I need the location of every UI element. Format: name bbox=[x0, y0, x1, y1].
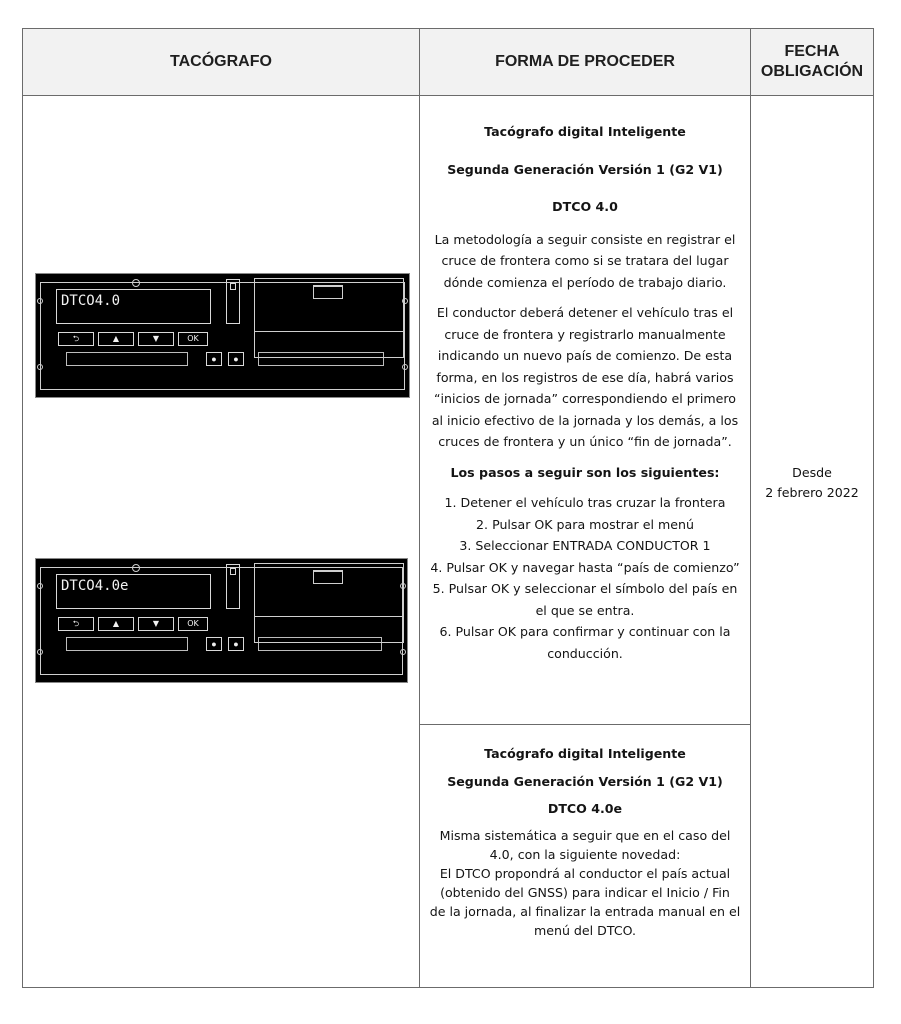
obligation-date bbox=[751, 463, 873, 503]
list-item: conducción. bbox=[547, 645, 623, 661]
procedure-dtco-4-0 bbox=[420, 121, 750, 664]
text-line: La metodología a seguir consiste en registrar el bbox=[434, 231, 736, 247]
driver1-eject-icon[interactable]: ● bbox=[206, 352, 222, 366]
list-item: el que se entra. bbox=[535, 602, 635, 618]
screw-icon bbox=[400, 649, 406, 655]
screw-icon bbox=[400, 583, 406, 589]
drawer-handle-icon bbox=[313, 570, 343, 584]
text-line: “inicios de jornada” correspondiendo el primero bbox=[434, 391, 736, 406]
text-line: dónde comienza el período de trabajo diario. bbox=[443, 274, 727, 290]
driver2-eject-icon[interactable]: ● bbox=[228, 352, 244, 366]
text-line: (obtenido del GNSS) para indicar el Inicio / Fin bbox=[440, 884, 730, 900]
header-obligacion: OBLIGACIÓN bbox=[760, 63, 864, 80]
section-subtitle: Segunda Generación Versión 1 (G2 V1) bbox=[447, 773, 723, 789]
printer-drawer bbox=[254, 563, 404, 643]
list-item: 1. Detener el vehículo tras cruzar la frontera bbox=[444, 495, 726, 510]
paragraph-method bbox=[420, 229, 750, 294]
list-item: 6. Pulsar OK para confirmar y continuar con la bbox=[439, 624, 731, 639]
up-button[interactable]: ▲ bbox=[98, 332, 134, 346]
card-slot bbox=[226, 564, 240, 609]
back-button[interactable]: ⮌ bbox=[58, 332, 94, 346]
text-line: forma, en los registros de ese día, habrá varios bbox=[436, 369, 734, 385]
column-divider bbox=[750, 29, 751, 987]
section-title: Tacógrafo digital Inteligente bbox=[484, 746, 686, 761]
section-title: Tacógrafo digital Inteligente bbox=[484, 124, 686, 139]
text-line: El conductor deberá detener el vehículo tras el bbox=[436, 305, 734, 320]
list-item: 2. Pulsar OK para mostrar el menú bbox=[476, 516, 694, 532]
screw-icon bbox=[402, 298, 408, 304]
paragraph-driver bbox=[420, 302, 750, 453]
row-divider bbox=[420, 724, 750, 725]
text-line: 4.0, con la siguiente novedad: bbox=[489, 846, 681, 862]
device-display: DTCO4.0e bbox=[56, 574, 211, 609]
procedure-table bbox=[22, 28, 874, 988]
screw-icon bbox=[37, 298, 43, 304]
steps-list bbox=[420, 492, 750, 664]
section-model: DTCO 4.0e bbox=[547, 801, 623, 816]
header-fecha-obligacion bbox=[751, 29, 873, 95]
list-item: 4. Pulsar OK y navegar hasta “país de comienzo” bbox=[430, 559, 740, 575]
steps-title: Los pasos a seguir son los siguientes: bbox=[450, 464, 720, 480]
header-forma-de-proceder: FORMA DE PROCEDER bbox=[495, 53, 675, 70]
down-button[interactable]: ▼ bbox=[138, 617, 174, 631]
text-line: Misma sistemática a seguir que en el caso del bbox=[439, 827, 731, 843]
card-slot-bar bbox=[66, 352, 188, 366]
table-header bbox=[23, 29, 873, 96]
text-line: indicando un nuevo país de comienzo. De esta bbox=[437, 348, 733, 363]
tachograph-dtco-4-0 bbox=[35, 273, 410, 398]
up-button[interactable]: ▲ bbox=[98, 617, 134, 631]
header-fecha: FECHA bbox=[784, 43, 840, 60]
screw-icon bbox=[37, 649, 43, 655]
text-line: al inicio efectivo de la jornada y los demás, a los bbox=[431, 412, 739, 428]
section-subtitle: Segunda Generación Versión 1 (G2 V1) bbox=[447, 161, 723, 177]
screw-icon bbox=[402, 364, 408, 370]
text-line: cruces de frontera y un único “fin de jornada”. bbox=[438, 434, 732, 449]
indicator-ring bbox=[132, 279, 140, 287]
procedure-dtco-4-0e bbox=[420, 743, 750, 940]
card-slot-bar bbox=[66, 637, 188, 651]
driver2-eject-icon[interactable]: ● bbox=[228, 637, 244, 651]
header-tacografo: TACÓGRAFO bbox=[170, 53, 272, 70]
drawer-handle-icon bbox=[313, 285, 343, 299]
indicator-ring bbox=[132, 564, 140, 572]
screw-icon bbox=[37, 364, 43, 370]
text-line: de la jornada, al finalizar la entrada manual en el bbox=[429, 903, 741, 919]
text-line: menú del DTCO. bbox=[533, 922, 637, 938]
text-line: El DTCO propondrá al conductor el país actual bbox=[439, 865, 731, 881]
back-button[interactable]: ⮌ bbox=[58, 617, 94, 631]
ok-button[interactable]: OK bbox=[178, 332, 208, 346]
paragraph-novedad bbox=[420, 826, 750, 940]
driver1-eject-icon[interactable]: ● bbox=[206, 637, 222, 651]
card-slot bbox=[226, 279, 240, 324]
tachograph-dtco-4-0e bbox=[35, 558, 408, 683]
screw-icon bbox=[37, 583, 43, 589]
device-display: DTCO4.0 bbox=[56, 289, 211, 324]
printer-drawer bbox=[254, 278, 404, 358]
down-button[interactable]: ▼ bbox=[138, 332, 174, 346]
list-item: 3. Seleccionar ENTRADA CONDUCTOR 1 bbox=[459, 538, 711, 553]
text-line: cruce de frontera como si se tratara del lugar bbox=[441, 253, 729, 268]
section-model: DTCO 4.0 bbox=[552, 199, 618, 214]
text-line: cruce de frontera y registrarlo manualmente bbox=[444, 326, 726, 342]
ok-button[interactable]: OK bbox=[178, 617, 208, 631]
date-from: Desde bbox=[792, 465, 832, 480]
list-item: 5. Pulsar OK y seleccionar el símbolo del país en bbox=[432, 581, 738, 596]
date-value: 2 febrero 2022 bbox=[765, 485, 859, 500]
